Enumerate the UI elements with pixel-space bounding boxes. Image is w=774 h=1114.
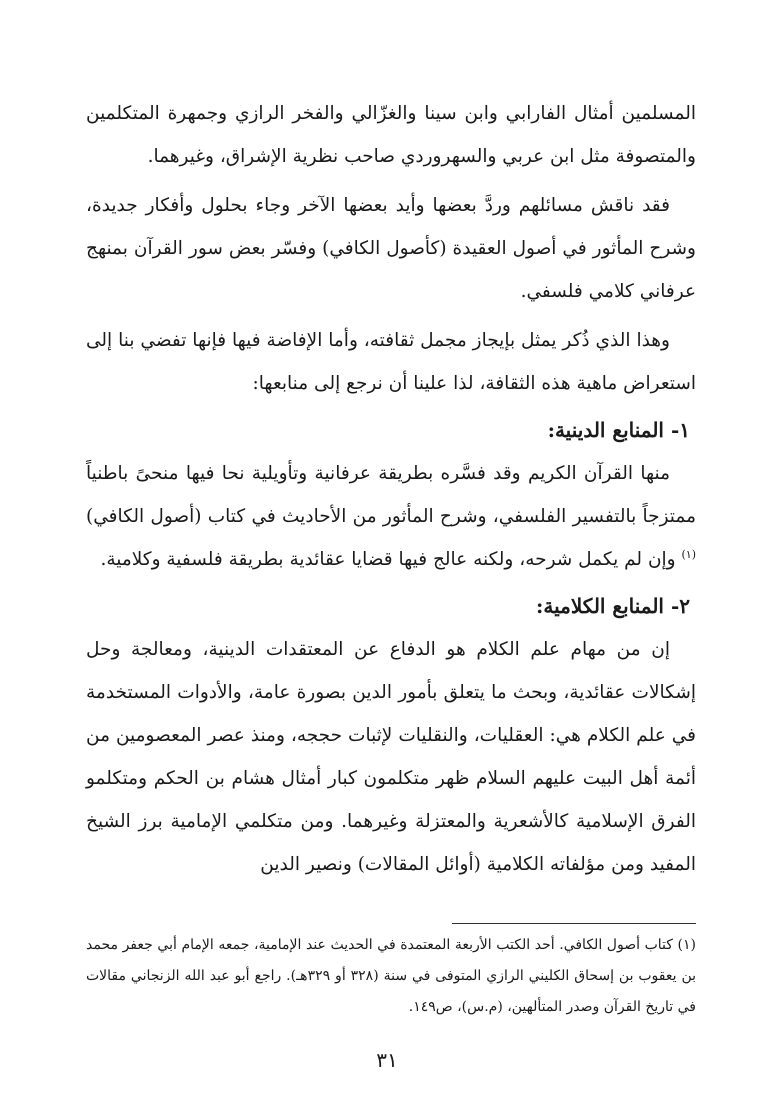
paragraph-1: المسلمين أمثال الفارابي وابن سينا والغزّالي والفخر الرازي وجمهرة المتكلمين والمتصوفة مثل ابن عربي والسهروردي صاحب نظرية الإشراق، وغيرهما. bbox=[86, 103, 696, 167]
footnote-1: (١) كتاب أصول الكافي. أحد الكتب الأربعة المعتمدة في الحديث عند الإمامية، جمعه الإمام أبي جعفر محمد بن يعقوب بن إسحاق الكليني الرازي المتوفى في سنة (٣٢٨ أو ٣٢٩هـ). راجع أبو عبد الله الزنجاني مقالات في تاريخ القرآن وصدر المتألهين، (م.س)، ص١٤٩. bbox=[86, 937, 696, 1015]
paragraph-5: إن من مهام علم الكلام هو الدفاع عن المعتقدات الدينية، ومعالجة وحل إشكالات عقائدية، وبحث ما يتعلق بأمور الدين بصورة عامة، والأدوات المستخدمة في علم الكلام هي: العقليات، والنقليات لإثبات حججه، ومنذ عصر المعصومين من أئمة أهل البيت عليهم السلام ظهر متكلمون كبار أمثال هشام بن الحكم ومتكلمو الفرق الإسلامية كالأشعرية والمعتزلة وغيرهما. ومن متكلمي الإمامية برز الشيخ المفيد ومن مؤلفاته الكلامية (أوائل المقالات) ونصير الدين bbox=[86, 639, 696, 875]
footnotes bbox=[86, 930, 696, 1023]
page-number: ٣١ bbox=[376, 1048, 398, 1072]
paragraph-4-text-a: منها القرآن الكريم وقد فسَّره بطريقة عرفانية وتأويلية نحا فيها منحىً باطنياً ممتزجاً بالتفسير الفلسفي، وشرح المأثور من الأحاديث في كتاب (أصول الكافي) bbox=[86, 463, 696, 527]
section-heading-religious-sources: ١- المنابع الدينية: bbox=[547, 418, 690, 442]
paragraph-4 bbox=[86, 452, 696, 581]
footnote-divider bbox=[452, 923, 696, 924]
section-heading-theological-sources: ٢- المنابع الكلامية: bbox=[535, 594, 690, 618]
paragraph-4-text-b: وإن لم يكمل شرحه، ولكنه عالج فيها قضايا عقائدية بطريقة فلسفية وكلامية. bbox=[100, 549, 682, 570]
footnote-reference: (١) bbox=[681, 547, 696, 561]
paragraph-3: وهذا الذي ذُكر يمثل بإيجاز مجمل ثقافته، وأما الإفاضة فيها فإنها تفضي بنا إلى استعراض ماهية هذه الثقافة، لذا علينا أن نرجع إلى منابعها: bbox=[86, 330, 696, 394]
page-body bbox=[86, 92, 696, 886]
paragraph-2: فقد ناقش مسائلهم وردَّ بعضها وأيد بعضها الآخر وجاء بحلول وأفكار جديدة، وشرح المأثور في أصول العقيدة (كأصول الكافي) وفسّر بعض سور القرآن بمنهج عرفاني كلامي فلسفي. bbox=[86, 195, 696, 302]
